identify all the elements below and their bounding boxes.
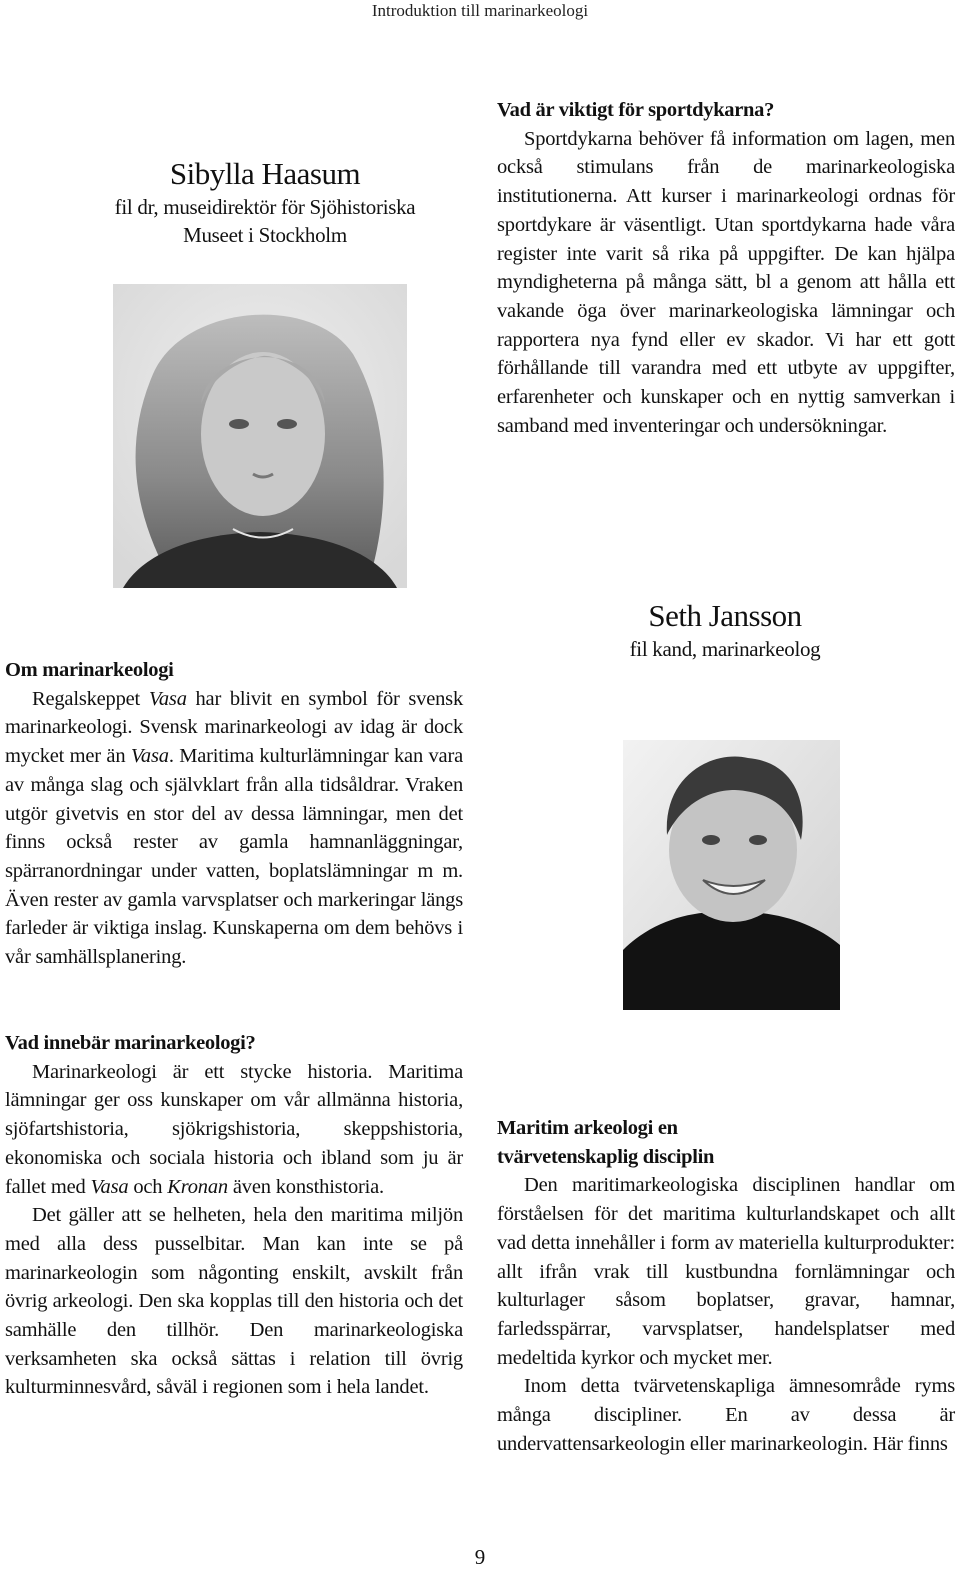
author-1-role-line1: fil dr, museidirektör för Sjöhistoriska — [114, 195, 416, 219]
section-om-vasa-italic-1: Vasa — [148, 687, 187, 710]
section-vad-paragraph-2: Det gäller att se helheten, hela den maritima miljön med alla dess pusselbitar. Man kan inte se på marinarkeologin som någonting enskilt, avskilt från övrig arkeologi. Den ska kopplas till den historia och det samhälle den tillhör. Den marinarkeologiska verksamheten ska också sättas i relation till övrig kulturminnesvård, såväl i regionen som i hela landet. — [5, 1204, 463, 1399]
author-2-role: fil kand, marinarkeolog — [629, 637, 821, 661]
section-sportdykare-heading: Vad är viktigt för sportdykarna? — [497, 99, 775, 121]
author-1-block — [60, 155, 470, 249]
section-om-text-c: . Maritima kulturlämningar kan vara av många slag och självklart från alla tidsåldrar. Vraken utgör givetvis en stor del av dessa lämningar, men det finns också rester av gamla hamnanläggningar, spärranordningar under vatten, boplatslämningar m m. Även rester av gamla varvsplatser och markeringar längs farleder är viktiga inslag. Kunskaperna om dem behövs i vår samhällsplanering. — [5, 745, 463, 969]
section-om-vasa-italic-2: Vasa — [130, 745, 169, 768]
section-om-paragraph — [5, 685, 463, 972]
section-maritim-paragraph-2: Inom detta tvärvetenskapliga ämnesområde ryms många discipliner. En av dessa är undervattensarkeologin eller marinarkeologin. Här finns — [497, 1375, 955, 1455]
section-vad-heading: Vad innebär marinarkeologi? — [5, 1032, 256, 1054]
section-sportdykare-paragraph: Sportdykarna behöver få information om lagen, men också stimulans från de marinarkeologiska institutionerna. Att kurser i marinarkeologi ordnas för sportdykare är väsentligt. Utan sportdykarna hade våra register inte varit så rika på uppgifter. De kan hjälpa myndigheterna på många sätt, bl a genom att hålla ett vakande öga över marinarkeologiska lämningar och rapportera nya fynd eller ev skador. Vi har ett gott förhållande till varandra med ett utbyte av uppgifter, erfarenheter och kunskaper och en nyttig samverkan i samband med inventeringar och undersökningar. — [497, 127, 955, 437]
section-om-marinarkeologi — [5, 656, 463, 972]
section-vad-kronan-italic: Kronan — [167, 1175, 228, 1198]
author-2-block — [520, 597, 930, 663]
running-head: Introduktion till marinarkeologi — [371, 1, 589, 20]
section-maritim-paragraph-1: Den maritimarkeologiska disciplinen handlar om förståelsen för det maritima kulturlandskapet och allt vad detta innehåller i form av materiella kulturprodukter: allt ifrån vrak till kustbundna fornlämningar och kulturlager såsom boplatser, gravar, hamnar, farledsspärrar, varvsplatser, handelsplatser med medeltida kyrkor och mycket mer. — [497, 1174, 955, 1369]
section-maritim-heading-line2: tvärvetenskaplig disciplin — [497, 1145, 715, 1168]
section-vad-text-a: Marinarkeologi är ett stycke historia. Maritima lämningar ger oss kunskaper om vår allmänna historia, sjöfartshistoria, sjökrigshistoria, skeppshistoria, ekonomiska och sociala historia och ibland som ju är fallet med — [5, 1060, 463, 1198]
section-vad-och: och — [128, 1175, 168, 1198]
author-2-name: Seth Jansson — [648, 598, 802, 633]
section-vad-text-b: även konsthistoria. — [227, 1175, 384, 1198]
section-sportdykare — [497, 96, 955, 440]
section-maritim-heading-line1: Maritim arkeologi en — [497, 1117, 678, 1139]
section-om-text-b: har blivit en symbol för svensk marinarkeologi. Svensk marinarkeologi av idag är dock mycket mer än — [5, 687, 464, 768]
page-number: 9 — [474, 1545, 486, 1569]
section-vad-paragraph-1 — [5, 1058, 463, 1202]
section-om-text-a: Regalskeppet — [32, 687, 149, 710]
author-1-portrait-photo — [113, 284, 407, 588]
section-om-heading: Om marinarkeologi — [5, 659, 174, 681]
author-1-role-line2: Museet i Stockholm — [183, 223, 347, 247]
section-vad-vasa-italic: Vasa — [90, 1175, 129, 1198]
author-1-name: Sibylla Haasum — [169, 156, 361, 191]
section-maritim-arkeologi — [497, 1114, 955, 1458]
author-2-portrait-photo — [623, 740, 840, 1010]
section-vad-innebar — [5, 1029, 463, 1402]
